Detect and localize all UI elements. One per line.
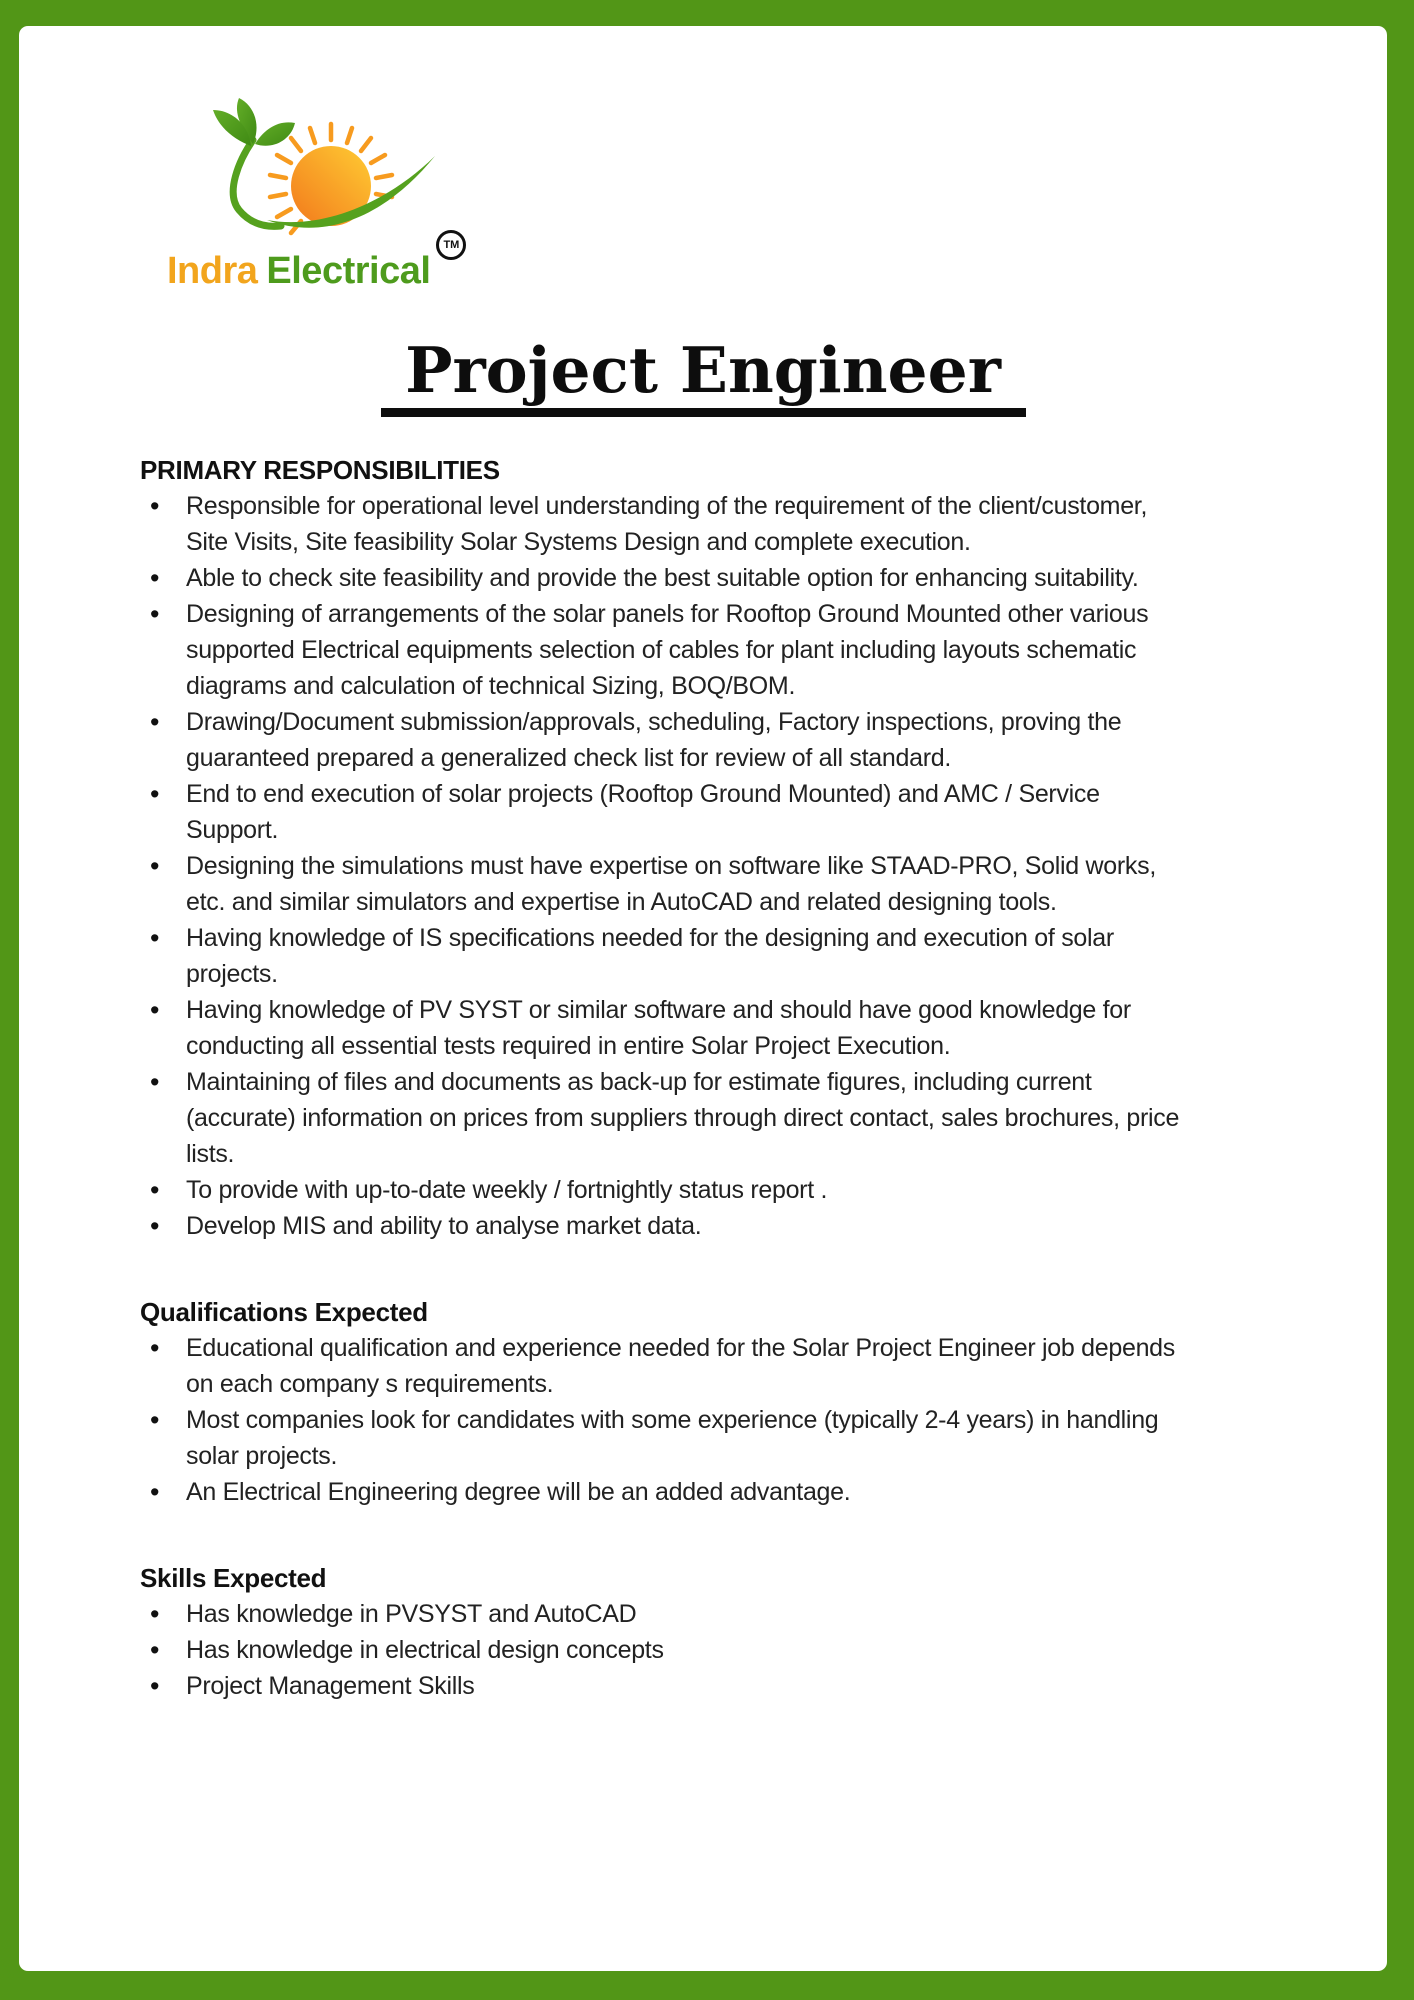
bullet-list: [140, 1330, 1190, 1510]
bullet-list: [140, 1596, 1190, 1704]
page-card: [19, 26, 1387, 1971]
brand-name-second: Electrical: [266, 250, 431, 292]
section-heading: Skills Expected: [140, 1563, 327, 1593]
section-primary-responsibilities: [140, 452, 1215, 1244]
list-item: • Maintaining of files and documents as back-up for estimate figures, including current (accurate) information on prices from suppliers through direct contact, sales brochures, price lists.: [140, 1064, 1190, 1172]
list-item: • Designing of arrangements of the solar panels for Rooftop Ground Mounted other various supported Electrical equipments selection of cables for plant including layouts schematic diagrams and calculation of technical Sizing, BOQ/BOM.: [140, 596, 1190, 704]
sun-leaf-logo-icon: [181, 98, 471, 248]
company-logo: [167, 98, 527, 293]
brand-name-first: Indra: [167, 250, 258, 292]
list-item: • Drawing/Document submission/approvals, scheduling, Factory inspections, proving the guaranteed prepared a generalized check list for review of all standard.: [140, 704, 1190, 776]
list-item: • Most companies look for candidates with some experience (typically 2-4 years) in handling solar projects.: [140, 1402, 1190, 1474]
bullet-list: [140, 488, 1190, 1244]
list-item: • To provide with up-to-date weekly / fortnightly status report .: [140, 1172, 1190, 1208]
list-item: • Having knowledge of PV SYST or similar software and should have good knowledge for conducting all essential tests required in entire Solar Project Execution.: [140, 992, 1190, 1064]
list-item: • Educational qualification and experience needed for the Solar Project Engineer job depends on each company s requirements.: [140, 1330, 1190, 1402]
list-item: • Has knowledge in electrical design concepts: [140, 1632, 1190, 1668]
stem-icon: [233, 140, 281, 226]
job-description-content: [140, 452, 1215, 1704]
section-heading: PRIMARY RESPONSIBILITIES: [140, 455, 500, 485]
list-item: • Designing the simulations must have expertise on software like STAAD-PRO, Solid works, etc. and similar simulators and expertise in AutoCAD and related designing tools.: [140, 848, 1190, 920]
page-title: Project Engineer: [405, 333, 1001, 407]
list-item: • Able to check site feasibility and provide the best suitable option for enhancing suitability.: [140, 560, 1190, 596]
brand-wordmark: [167, 239, 527, 293]
title-underline: [381, 408, 1026, 417]
list-item: • Having knowledge of IS specifications needed for the designing and execution of solar projects.: [140, 920, 1190, 992]
list-item: • An Electrical Engineering degree will be an added advantage.: [140, 1474, 1190, 1510]
list-item: • Develop MIS and ability to analyse market data.: [140, 1208, 1190, 1244]
trademark-icon: TM: [436, 230, 466, 260]
list-item: • End to end execution of solar projects (Rooftop Ground Mounted) and AMC / Service Support.: [140, 776, 1190, 848]
list-item: • Has knowledge in PVSYST and AutoCAD: [140, 1596, 1190, 1632]
section-skills-expected: [140, 1560, 1215, 1704]
list-item: • Project Management Skills: [140, 1668, 1190, 1704]
section-qualifications-expected: [140, 1294, 1215, 1510]
list-item: • Responsible for operational level understanding of the requirement of the client/customer, Site Visits, Site feasibility Solar Systems Design and complete execution.: [140, 488, 1190, 560]
leaf-icon: [213, 98, 295, 146]
section-heading: Qualifications Expected: [140, 1297, 428, 1327]
